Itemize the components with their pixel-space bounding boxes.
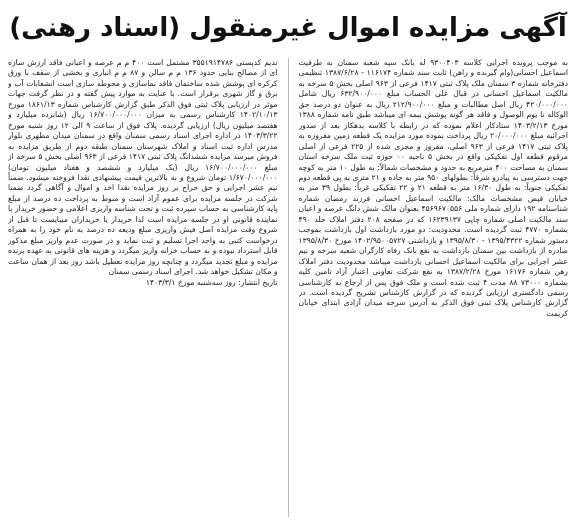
column-left-text: ندیم کدپستی ۳۵۵۱۹۱۴۷۸۶ مشتمل است ۴۰۰ م م عرصه و اعیانی فاقد ارزش سازه ای از مصالح بنایی حدود ۱۳۶ م م سالن و ۸۷ م م انباری و بخشی از سقف با ورق کرکره ای پوشش شده ساختمان فاقد نماسازی و محوطه سازی است انشعابات آب و برق و گاز شهری برقرار است. با عنایت به موارد پیش گفته و در نظر گرفت جهات موثر در ارزیابی پلاک ثبتی فوق الذکر طبق گزارش کارشناس شماره ۱۸۶۱/۱۳ مورخ ۱۴۰۲/۱۰/۱۳ کارشناس رسمی به میزان ۱۶/۷۰۰/۰۰۰/۰۰۰ ریال (شانزده میلیارد و هفتصد میلیون ریال) ارزیابی گردیده. پلاک فوق از ساعت ۹ الی ۱۲ روز شنبه مورخ ۱۴۰۳/۳/۲۲ در اداره اجرای اسناد رسمی سمنان واقع در سمنان میدان مطهری بلوار مدرس اداره ثبت اسناد و املاک شهرستان سمنان طبقه دوم از طریق مزایده به فروش میرسد مزایده ششدانگ پلاک ثبتی ۱۴۱۷ فرعی از ۹۶۳ اصلی بخش ۵ سرخه از مبلغ ۱۶/۷۰۰/۰۰۰/۰۰۰ ریال (یک میلیارد و ششصد و هفتاد میلیون تومان) ۱/۶۷۰/۰۰۰/۰۰۰ تومان شروع و به بالاترین قیمت پیشنهادی نقدا فروخته میشود. ضمناً نیم عشر اجرایی و حق حراج بر روز مزایده نقدا اخذ و اموال و آگاهی گردد ضمنا شرکت در جلسه مزایده برای عموم آزاد است و منوط به پرداخت ده درصد از مبلغ پایه کارشناسی به حساب سپرده ثبت و تحت شناسه واریزی اعلامی و حضور خریدار یا نماینده قانونی او در جلسه مزایده است لذا خریدار یا خریداران میبایست تا قبل از شروع وقت مزایده اصل فیش واریزی مبلغ ودیعه ده درصد به نام خود را به همراه درخواست کتبی به واحد اجرا تسلیم و ثبت نماید و در صورت عدم واریز مبلغ مذکور قابل استرداد نبوده و به حساب خزانه واریز میگردد و هزینه های قانونی به عهده برنده مزایده و مبلغ تجدید میگردد و چنانچه روز مزایده تعطیل باشد روز بعد از همان ساعت و مکان تشکیل خواهد شد. اجرای اسناد رسمی سمنان xyxy=(8,58,278,277)
column-divider xyxy=(288,58,289,517)
column-right xyxy=(299,58,569,517)
column-right-text: به موجب پرونده اجرایی کلاسه ۹۳۰۰۴۰۳ له بانک سپه شعبه سمنان به طرفیت اسماعیل احسانی(وام گیرنده و راهن) ثابت سند شماره ۱۱۶۱۷۴ - ۱۳۸۷/۶/۲۸ تنظیمی دفترخانه شماره ۳ سمنان ملک پلاک ثبتی ۱۴۱۷ فرعی از ۹۶۳ اصلی بخش ۵ سرخه به مالکیت اسماعیل احسانی در قبال علی الحساب مبلغ ۶۳۲/۹۰۰/۰۰۰ ریال شامل ۴۲۰/۰۰۰/۰۰۰ ریال اصل مطالبات و مبلغ ۲۱۲/۹۰۰/۰۰۰ ریال به عنوان دو درصد حق الوکاله تا یوم الوصول و فاقد هر گونه پوشش بیمه ای میباشد طبق نامه شماره ۱۳۸۸ مورخ ۱۴۰۳/۲/۱۳ ستادکار اعلام نموده که در رابطه با کلاسه بدهکار بعد از صدور اجرائیه مبلغ ۲۰/۰۰۰/۰۰۰ ریال پرداخت نموده مورد مزایده یک قطعه زمین مفروزه به پلاک ثبتی ۱۴۱۷ فرعی از ۹۶۳ اصلی، مفروز و مجزی شده از ۲۲۵ فرعی از اصلی مرقوم قطعه اول تفکیکی واقع در بخش ۵ ناحیه ۰۰ حوزه ثبت ملک سرخه استان سمنان به مساحت ۴۰۰ مترمربع به حدود و مشخصات شمالاً: به طول ۱۰ متر به کوچه جهت دسترسی به پیادرو شرقاً: بطولهای ۹۵۰ متر به جاده و ۲۱ متری به پی قطعه دوم تفکیکی جنوباً: به طول ۱۶/۳۰ متر به قطعه ۲۱ و ۲۲ تفکیکی غرباً: بطول ۳۹ متر به خیابان فیض مشخصات مالک: مالکیت اسماعیل احسانی فرزند رمضان شماره شناسنامه ۱۹۲ دارای شماره ملی ۴۵۶۹۶۷۰۵۵۶ بعنوان مالک شش دانگ عرصه و اعیان سند مالکیت اصلی شماره چاپی ۱۶۲۳۹۱۳۷ که در صفحه ۲۰۸ دفتر املاک جلد ۴۹۰ بشماره ۴۷۷۰ ثبت گردیده است. محدودیت: دو مورد بازداشت اول بازداشت بموجب دستور شماره ۱۳۹۵/۴۳۲۲ - ۱۳۹۵/۸/۳۰ و بازداشتی ۱۴۰۲/۹۵۰۰۵۷۲۷ مورخ ۱۳۹۵/۸/۳۰ صادره از بازداشت بین سمنان بازداشت به نفع بانک رفاه کارگران شعبه سرخه و نیم عشر اجرایی برای مالکیت اسماعیل احسانی بازداشت میباشد محدودیت دفتر املاک رهن شماره ۱۶۱۷۶ مورخ ۱۳۸۷/۲/۲۸ به نفع شرکت تعاونی اعتبار آزاد تامین کلیه بشماره ۷۳۰۰۰ ۸۸ مدت ۴ ثبت شده است و ملک فوق پس از ارجاع به کارشناسی رسمی دادگستری ارزیابی گردیده که در گزارش کارشناس تشریح گردیده است. در گزارش کارشناس پلاک ثبتی فوق الذکر به آدرس سرخه میدان آزادی ابتدای خیابان کریمت xyxy=(298,58,568,318)
column-left xyxy=(8,58,278,517)
title-bar xyxy=(0,8,576,48)
page-title: آگهی مزایده اموال غیرمنقول (اسناد رهنی) xyxy=(9,13,567,43)
notice-columns xyxy=(8,58,568,517)
publish-date: تاریخ انتشار: روز سه‌شنبه مورخ ۱۴۰۳/۳/۱ xyxy=(145,277,278,287)
